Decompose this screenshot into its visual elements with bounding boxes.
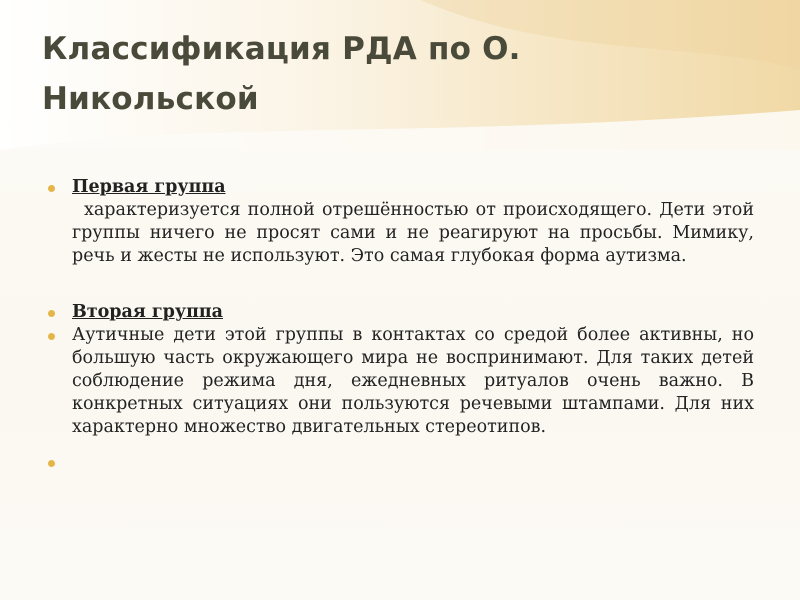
slide-title: Классификация РДА по О. Никольской — [42, 31, 521, 117]
bullet-icon — [48, 460, 55, 467]
spacer — [48, 268, 754, 301]
bullet-icon — [48, 310, 55, 317]
content-body — [48, 176, 754, 474]
group-2-heading: Вторая группа — [72, 302, 224, 322]
list-item-group-2-description — [48, 324, 754, 439]
group-2-description: Аутичные дети этой группы в контактах со средой более активны, но большую часть окружающего мира не воспринимают. Для таких детей соблюдение режима дня, ежедневных ритуалов очень важно. В конкретных ситуациях они пользуются речевыми штампами. Для них характерно множество двигательных стереотипов. — [72, 325, 754, 437]
list-item-empty — [48, 451, 754, 474]
group-1-heading: Первая группа — [72, 177, 226, 197]
bullet-icon — [48, 333, 55, 340]
group-1-description: характеризуется полной отрешённостью от происходящего. Дети этой группы ничего не просят сами и не реагируют на просьбы. Мимику, речь и жесты не используют. Это самая глубокая форма аутизма. — [72, 200, 754, 266]
list-item-group-1-heading — [48, 176, 754, 199]
bullet-icon — [48, 185, 55, 192]
list-item-group-2-heading — [48, 301, 754, 324]
